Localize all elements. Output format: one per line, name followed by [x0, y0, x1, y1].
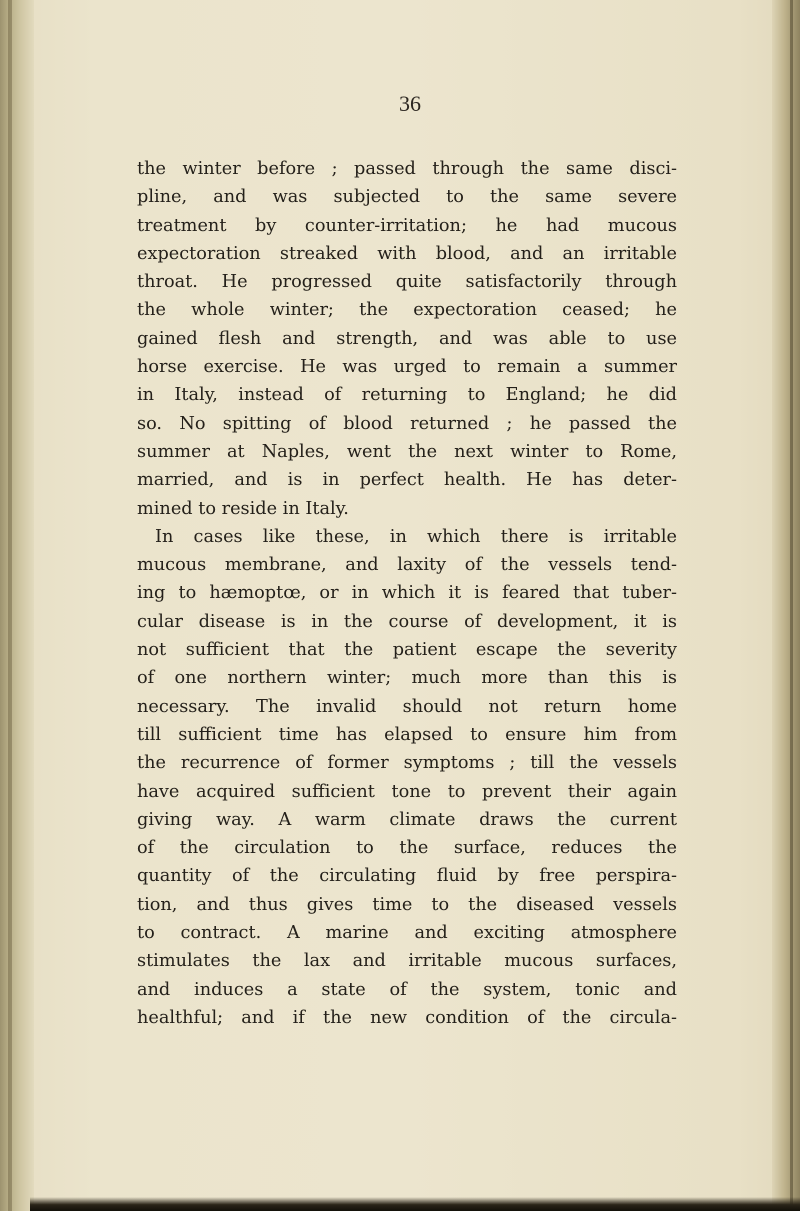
text-line: pline, and was subjected to the same severe: [137, 187, 677, 208]
text-line: have acquired sufficient tone to prevent their again: [137, 781, 677, 802]
text-line: ing to hæmoptœ, or in which it is feared that tuber-: [137, 583, 677, 604]
text-line: to contract. A marine and exciting atmosphere: [137, 923, 677, 944]
text-line: necessary. The invalid should not return home: [137, 696, 677, 717]
page-edge: [772, 0, 800, 1211]
text-line: treatment by counter-irritation; he had mucous: [137, 215, 677, 236]
text-line: the recurrence of former symptoms ; till the vessels: [137, 753, 677, 774]
text-line: till sufficient time has elapsed to ensure him from: [137, 724, 677, 745]
text-line: expectoration streaked with blood, and an irritable: [137, 243, 677, 264]
paragraph-start-line: In cases like these, in which there is irritable: [155, 526, 677, 547]
text-line: the whole winter; the expectoration ceased; he: [137, 300, 677, 321]
binding-shadow: [0, 0, 34, 1211]
text-line: cular disease is in the course of development, it is: [137, 611, 677, 632]
text-line: in Italy, instead of returning to England; he did: [137, 385, 677, 406]
text-line: quantity of the circulating fluid by free perspira-: [137, 866, 677, 887]
text-line: of one northern winter; much more than this is: [137, 668, 677, 689]
text-line: tion, and thus gives time to the diseased vessels: [137, 894, 677, 915]
text-line: not sufficient that the patient escape the severity: [137, 640, 677, 661]
text-line: throat. He progressed quite satisfactorily through: [137, 272, 677, 293]
text-line: giving way. A warm climate draws the current: [137, 809, 677, 830]
text-line: stimulates the lax and irritable mucous surfaces,: [137, 951, 677, 972]
page-number: 36: [399, 91, 421, 116]
text-line: healthful; and if the new condition of the circula-: [137, 1007, 677, 1028]
text-line: and induces a state of the system, tonic and: [137, 979, 677, 1000]
text-line: mucous membrane, and laxity of the vessels tend-: [137, 555, 677, 576]
body-text: [137, 155, 677, 1032]
text-line: horse exercise. He was urged to remain a summer: [137, 357, 677, 378]
text-line: of the circulation to the surface, reduces the: [137, 838, 677, 859]
bottom-edge-shadow: [30, 1197, 800, 1211]
text-line: married, and is in perfect health. He has deter-: [137, 470, 677, 491]
text-line: the winter before ; passed through the same disci-: [137, 159, 677, 179]
paragraph-end-line: mined to reside in Italy.: [137, 498, 349, 519]
text-line: summer at Naples, went the next winter to Rome,: [137, 441, 677, 462]
text-line: so. No spitting of blood returned ; he passed the: [137, 413, 677, 434]
text-line: gained flesh and strength, and was able to use: [137, 328, 677, 349]
